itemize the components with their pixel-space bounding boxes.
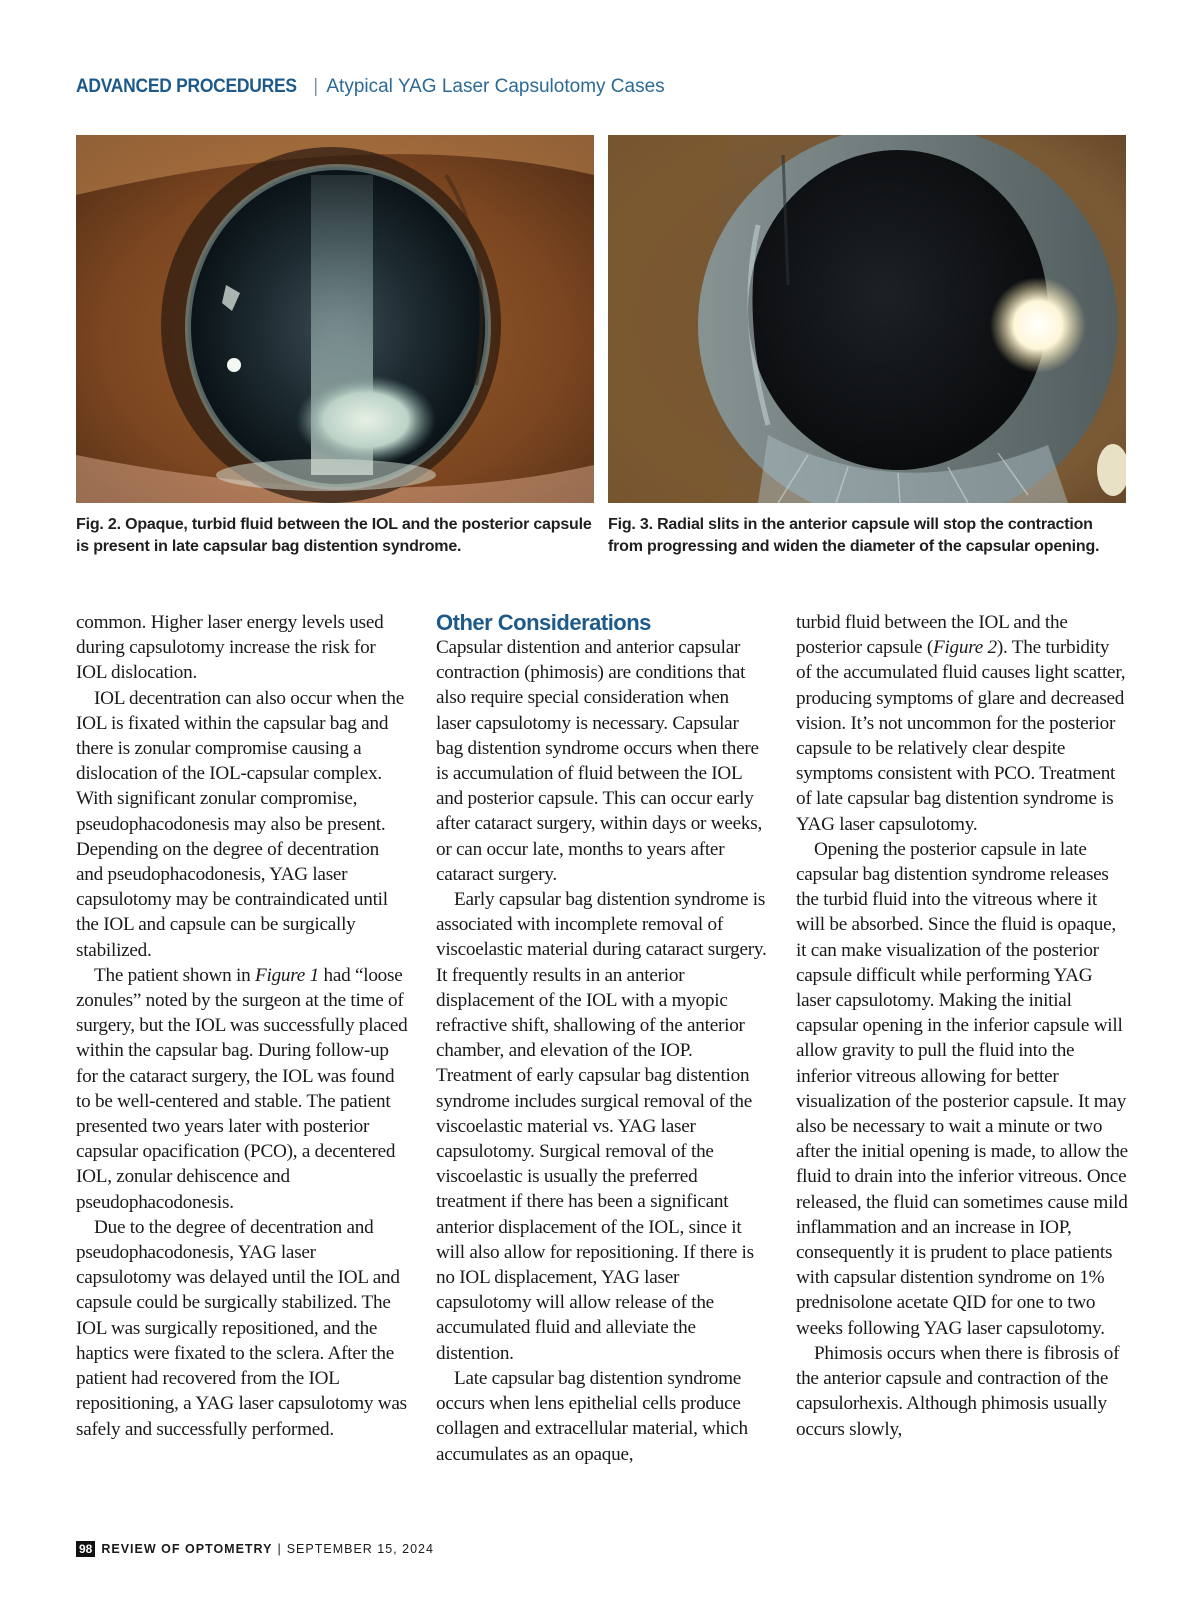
paragraph: IOL decentration can also occur when the IOL is fixated within the capsular bag and there is zonular compromise causing a dislocation of the IOL-capsular complex. With significant zonular compromise, pseudophacodonesis may also be present. Depending on the degree of decentration and pseudophacodonesis, YAG laser capsulotomy may be contraindicated until the IOL and capsule can be surgically stabilized.	[76, 687, 405, 961]
paragraph	[796, 610, 1128, 837]
text-column-3	[796, 610, 1128, 1442]
figure-reference: Figure 1	[255, 964, 319, 986]
figure-3-caption: Fig. 3. Radial slits in the anterior capsule will stop the contraction from progressing and widen the diameter of the capsular opening.	[608, 516, 1100, 555]
paragraph: Capsular distention and anterior capsular contraction (phimosis) are conditions that also require special consideration when laser capsulotomy is necessary. Capsular bag distention syndrome occurs when there is accumulation of fluid between the IOL and posterior capsule. This can occur early after cataract surgery, within days or weeks, or can occur late, months to years after cataract surgery.	[436, 637, 762, 885]
paragraph: Opening the posterior capsule in late capsular bag distention syndrome releases the turbid fluid into the vitreous where it will be absorbed. Since the fluid is opaque, it can make visualization of the posterior capsule difficult while performing YAG laser capsulotomy. Making the initial capsular opening in the inferior capsule will allow gravity to pull the fluid into the inferior vitreous allowing for better visualization of the posterior capsule. It may also be necessary to wait a minute or two after the initial opening is made, to allow the fluid to drain into the inferior vitreous. Once released, the fluid can sometimes cause mild inflammation and an increase in IOP, consequently it is prudent to place patients with capsular distention syndrome on 1% prednisolone acetate QID for one to two weeks following YAG laser capsulotomy.	[796, 838, 1128, 1339]
figure-2-caption: Fig. 2. Opaque, turbid fluid between the IOL and the posterior capsule is present in late capsular bag distention syndrome.	[76, 516, 592, 555]
text-run: had “loose zonules” noted by the surgeon at the time of surgery, but the IOL was successfully placed within the capsular bag. During follow-up for the cataract surgery, the IOL was found to be well-centered and stable. The patient presented two years later with posterior capsular opacification (PCO), a decentered IOL, zonular dehiscence and pseudophacodonesis.	[76, 964, 408, 1213]
text-column-1	[76, 610, 408, 1442]
page-footer	[76, 1541, 434, 1557]
paragraph	[76, 963, 408, 1215]
text-run: ). The turbidity of the accumulated fluid causes light scatter, producing symptoms of glare and decreased vision. It’s not uncommon for the posterior capsule to be relatively clear despite symptoms consistent with PCO. Treatment of late capsular bag distention syndrome is YAG laser capsulotomy.	[796, 637, 1126, 835]
text-run: turbid fluid between the IOL and the posterior capsule (	[796, 612, 1068, 659]
paragraph: Early capsular bag distention syndrome is associated with incomplete removal of viscoelastic material during cataract surgery. It frequently results in an anterior displacement of the IOL with a myopic refractive shift, shallowing of the anterior chamber, and elevation of the IOP. Treatment of early capsular bag distention syndrome includes surgical removal of the viscoelastic material vs. YAG laser capsulotomy. Surgical removal of the viscoelastic is usually the preferred treatment if there has been a significant anterior displacement of the IOL, since it will also allow for repositioning. If there is no IOL displacement, YAG laser capsulotomy will allow release of the accumulated fluid and alleviate the distention.	[436, 889, 767, 1364]
issue-date: SEPTEMBER 15, 2024	[286, 1542, 434, 1556]
paragraph: Late capsular bag distention syndrome occurs when lens epithelial cells produce collagen and extracellular material, which accumulates as an opaque,	[436, 1367, 748, 1465]
publication-name: REVIEW OF OPTOMETRY	[101, 1542, 273, 1556]
paragraph: common. Higher laser energy levels used during capsulotomy increase the risk for IOL dislocation.	[76, 612, 384, 684]
figure-2-photo	[76, 135, 594, 503]
paragraph: Phimosis occurs when there is fibrosis of the anterior capsule and contraction of the capsulorhexis. Although phimosis usually occurs slowly,	[796, 1342, 1120, 1440]
header-separator: |	[313, 76, 319, 97]
paragraph: Due to the degree of decentration and pseudophacodonesis, YAG laser capsulotomy was delayed until the IOL and capsule could be surgically stabilized. The IOL was surgically repositioned, and the haptics were fixated to the sclera. After the patient had recovered from the IOL repositioning, a YAG laser capsulotomy was safely and successfully performed.	[76, 1216, 407, 1440]
footer-separator: |	[277, 1542, 282, 1556]
article-title: Atypical YAG Laser Capsulotomy Cases	[326, 76, 665, 97]
section-heading: Other Considerations	[436, 610, 651, 635]
section-label: ADVANCED PROCEDURES	[76, 76, 297, 97]
page-number: 98	[76, 1541, 95, 1557]
figure-reference: Figure 2	[932, 637, 997, 659]
figure-3-photo	[608, 135, 1126, 503]
running-header	[76, 76, 665, 98]
text-run: The patient shown in	[94, 964, 256, 986]
text-column-2	[436, 610, 768, 1467]
